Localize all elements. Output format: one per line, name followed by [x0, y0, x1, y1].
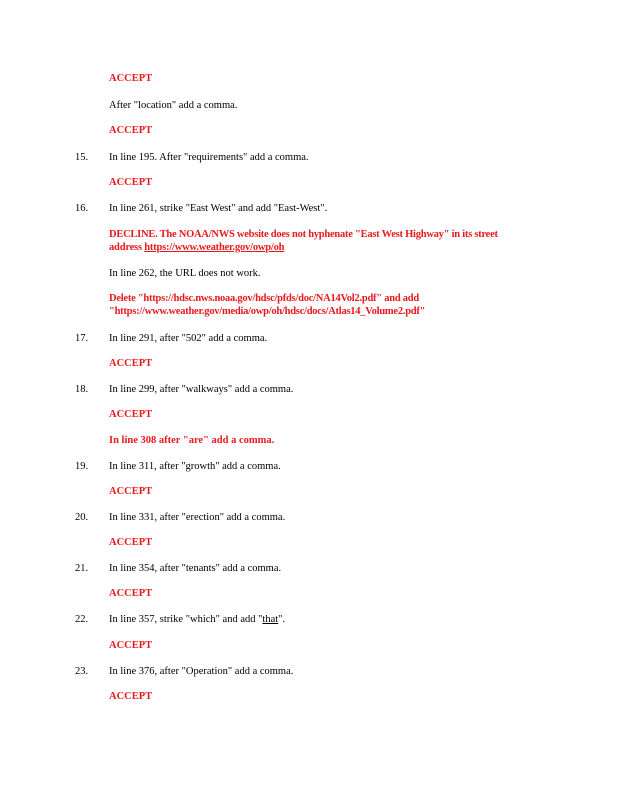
comment-text: In line 354, after "tenants" add a comma.: [109, 563, 282, 574]
response-text: address: [109, 242, 145, 253]
response-accept: ACCEPT: [109, 588, 153, 599]
item-number: 23.: [75, 666, 89, 677]
comment-text: In line 311, after "growth" add a comma.: [109, 461, 281, 472]
item-number: 16.: [75, 203, 89, 214]
response-decline: DECLINE. The NOAA/NWS website does not hyphenate "East West Highway" in its street: [109, 229, 498, 240]
comment-text: After "location" add a comma.: [109, 100, 238, 111]
response-accept: ACCEPT: [109, 73, 153, 84]
comment-text-part: ".: [278, 614, 286, 625]
item-number: 21.: [75, 563, 89, 574]
comment-text: In line 299, after "walkways" add a comma.: [109, 384, 294, 395]
response-accept: ACCEPT: [109, 358, 153, 369]
response-accept: ACCEPT: [109, 640, 153, 651]
underlined-word: that: [262, 614, 279, 625]
item-number: 17.: [75, 333, 89, 344]
item-number: 22.: [75, 614, 89, 625]
response-accept: ACCEPT: [109, 125, 153, 136]
response-accept: ACCEPT: [109, 177, 153, 188]
response-accept: ACCEPT: [109, 537, 153, 548]
comment-text: In line 376, after "Operation" add a comma.: [109, 666, 294, 677]
comment-text: In line 331, after "erection" add a comma.: [109, 512, 286, 523]
response-decline-cont: [109, 241, 284, 254]
response-accept: ACCEPT: [109, 486, 153, 497]
response-accept: ACCEPT: [109, 409, 153, 420]
response-delete-cont: "https://www.weather.gov/media/owp/oh/hdsc/docs/Atlas14_Volume2.pdf": [109, 306, 426, 317]
item-number: 18.: [75, 384, 89, 395]
reference-link[interactable]: https://www.weather.gov/owp/oh: [144, 242, 285, 253]
response-accept: ACCEPT: [109, 691, 153, 702]
comment-text: [109, 613, 285, 626]
comment-text: In line 262, the URL does not work.: [109, 268, 261, 279]
item-number: 20.: [75, 512, 89, 523]
comment-text-part: In line 357, strike "which" and add ": [109, 614, 263, 625]
item-number: 19.: [75, 461, 89, 472]
response-delete: Delete "https://hdsc.nws.noaa.gov/hdsc/pfds/doc/NA14Vol2.pdf" and add: [109, 293, 419, 304]
response-addition: In line 308 after "are" add a comma.: [109, 435, 275, 446]
comment-text: In line 291, after "502" add a comma.: [109, 333, 268, 344]
comment-text: In line 261, strike "East West" and add "East-West".: [109, 203, 328, 214]
item-number: 15.: [75, 152, 89, 163]
comment-text: In line 195. After "requirements" add a comma.: [109, 152, 309, 163]
